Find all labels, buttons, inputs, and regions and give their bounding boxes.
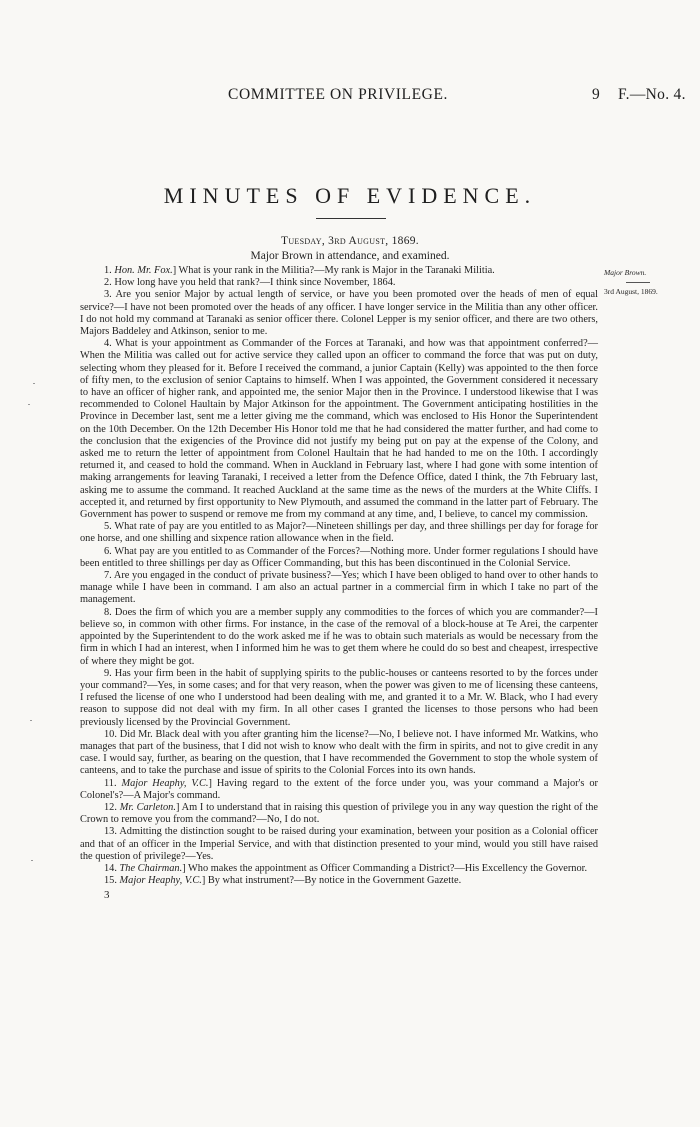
printer-signature-mark: 3 [104,889,110,902]
attendance-note: Major Brown in attendance, and examined. [250,250,450,262]
margin-date: 3rd August, 1869. [604,287,658,296]
question-paragraph: 15. Major Heaphy, V.C.] By what instrument?—By notice in the Government Gazette. [104,875,462,887]
question-number: 14. [104,862,117,874]
paper-speck [30,720,32,721]
question-text: Are you engaged in the conduct of private business?—Yes; which I have been obliged to hand over to other hands to manage while I have been in command. I am also an actual partner in a commercial firm in which I take no part of the management. [80,570,599,606]
running-header-title: COMMITTEE ON PRIVILEGE. [228,86,449,103]
paper-speck [31,860,33,861]
question-number: 6. [104,545,112,557]
evidence-body [80,265,598,902]
question-text: Who makes the appointment as Officer Commanding a District?—His Excellency the Governor. [188,862,588,874]
question-number: 11. [104,777,117,789]
paper-reference: F.—No. 4. [618,86,686,103]
margin-witness-name: Major Brown. [604,268,647,277]
speaker-name: The Chairman. [119,862,183,874]
page-number: 9 [592,86,600,103]
margin-divider [626,282,650,283]
heading-divider [316,218,386,219]
question-text: What rate of pay are you entitled to as Major?—Nineteen shillings per day, and three shillings per day for forage for one horse, and one shilling and sixpence ration allowance when in the field. [80,521,599,545]
question-paragraph [80,277,598,289]
question-paragraph: 12. Mr. Carleton.] Am I to understand that in raising this question of privilege you in any way question the right of the Crown to remove you from the command?—No, I do not. [80,801,598,826]
question-text: Did Mr. Black deal with you after granting him the license?—No, I believe not. I have informed Mr. Watkins, who manages that part of the business, that I did not wish to know who dealt with the firm in spirits, and not to give credit in any case. I would say, further, as bearing on the question, that I have recommended the Government to stop the whole system of canteens, and to take the purchase and issue of spirits to the Colonial Forces into its own hands. [80,728,598,777]
question-paragraph [80,521,598,545]
question-paragraph [80,729,598,778]
question-paragraph [80,668,598,729]
question-number: 5. [104,521,112,533]
question-number: 7. [104,570,112,582]
paper-speck [28,404,30,405]
question-paragraph [80,338,598,521]
question-number: 10. [104,728,117,740]
question-text: What pay are you entitled to as Commander of the Forces?—Nothing more. Under former regulations I should have been entitled to three shillings per day as Officer Commanding, but this has been discontinued in the Colonial Service. [80,545,598,569]
paper-speck [33,383,35,384]
question-number: 1. [104,265,112,276]
question-number: 4. [104,338,112,350]
question-text: What is your appointment as Commander of the Forces at Taranaki, and how was that appointment conferred?—When the Militia was called out for active service they called upon an officer to command the force that was put on duty, selecting whom they pleased for it. Before I received the command, a junior Captain (Kelly) was appointed to the then force of fifty men, to the exclusion of senior Captains to himself. When I was appointed, the Government considered it necessary to have an officer of higher rank, and appointed me, the senior Major then in the Province. I understood likewise that I was recommended to Colonel Haultain by Major Atkinson for the appointment. The Government anticipating hostilities in the Province in December last, sent me a letter giving me the command, which was enclosed to His Honor the Superintendent on the 10th December. On the 12th December His Honor told me that he had considered the matter further, and had come to the conclusion that the exigencies of the Province did not justify my being put on pay at the expense of the Colony, and asked me to return the letter of appointment from Colonel Haultain that he had handed to me on the 10th. I accordingly returned it, and ceased to hold the command. When in Auckland in February last, where I had gone with some intention of making arrangements for leaving Taranaki, I received a letter from the Defence Office, dated I think, the 7th February last, asking me to assume the command. It reached Auckland at the same time as the news of the murders at the White Cliffs. I accepted it, and returned by first opportunity to New Plymouth, and assumed the command in the latter part of February. The Government has power to suspend or remove me from my command at any time, and, I believe, to cancel my commission. [80,338,598,521]
question-text: Admitting the distinction sought to be raised during your examination, between your position as a Colonial officer and that of an officer in the Imperial Service, and with that distinction presented to your mind, would you still have raised the question of privilege?—Yes. [80,826,598,862]
question-text: By what instrument?—By notice in the Government Gazette. [207,875,462,887]
question-text: How long have you held that rank?—I think since November, 1864. [114,277,396,289]
question-number: 9. [104,667,112,679]
question-paragraph [80,826,598,863]
question-paragraph: 1. Hon. Mr. Fox.] What is your rank in the Militia?—My rank is Major in the Taranaki Militia. [104,265,495,276]
question-paragraph: 11. Major Heaphy, V.C.] Having regard to the extent of the force under you, was your command a Major's or Colonel's?—A Major's command. [80,777,598,801]
question-text: Are you senior Major by actual length of service, or have you been promoted over the heads of men of equal service?—I have not been promoted over the heads of any officer. I have longer service in the Militia than any other officer. I do not hold my command at Taranaki as senior officer there. Colonel Lepper is my senior officer, and there are two others, Majors Baddeley and Atkinson, senior to me. [80,289,599,338]
section-heading: MINUTES OF EVIDENCE. [163,183,537,208]
speaker-name: Major Heaphy, V.C. [119,875,202,887]
speaker-name: Major Heaphy, V.C. [121,777,209,789]
speaker-name: Mr. Carleton. [119,801,176,813]
question-number: 12. [104,801,117,813]
question-paragraph [80,546,598,570]
question-paragraph [80,607,598,668]
question-number: 2. [104,277,112,289]
speaker-name: Hon. Mr. Fox. [114,265,173,276]
question-text: Having regard to the extent of the force under you, was your command a Major's or Colonel's?—A Major's command. [80,777,598,801]
question-number: 15. [104,875,117,887]
question-text: Am I to understand that in raising this question of privilege you in any way question the right of the Crown to remove you from the command?—No, I do not. [80,801,598,826]
question-paragraph: 14. The Chairman.] Who makes the appointment as Officer Commanding a District?—His Excellency the Governor. [104,862,588,874]
question-paragraph [80,570,598,607]
question-text: Does the firm of which you are a member supply any commodities to the forces of which you are commander?—I believe so, in common with other firms. For instance, in the case of the removal of a block-house at Te Arei, the carpenter appointed by the Superintendent to do the work asked me if he was to obtain such materials as would be necessary from the firm in which I had an interest, when I informed him he was to get them where he could do so best and cheapest, irrespective of where they might be got. [80,606,598,667]
question-text: What is your rank in the Militia?—My rank is Major in the Taranaki Militia. [178,265,495,276]
sitting-date: Tuesday, 3rd August, 1869. [281,235,419,247]
question-text: Has your firm been in the habit of supplying spirits to the public-houses or canteens resorted to by the forces under your command?—Yes, in some cases; and for that very reason, when the power was given to me of licensing these canteens, I refused the license of one who I understood had been dealing with me, and granted it to a Mr. W. Black, who I had every reason to suppose did not deal with my firm. In all other cases I granted the licenses to those persons who had been previously licensed by the Provincial Government. [80,667,598,728]
question-paragraph [80,289,598,338]
question-number: 13. [104,826,117,838]
question-number: 8. [104,606,112,618]
question-number: 3. [104,289,112,301]
